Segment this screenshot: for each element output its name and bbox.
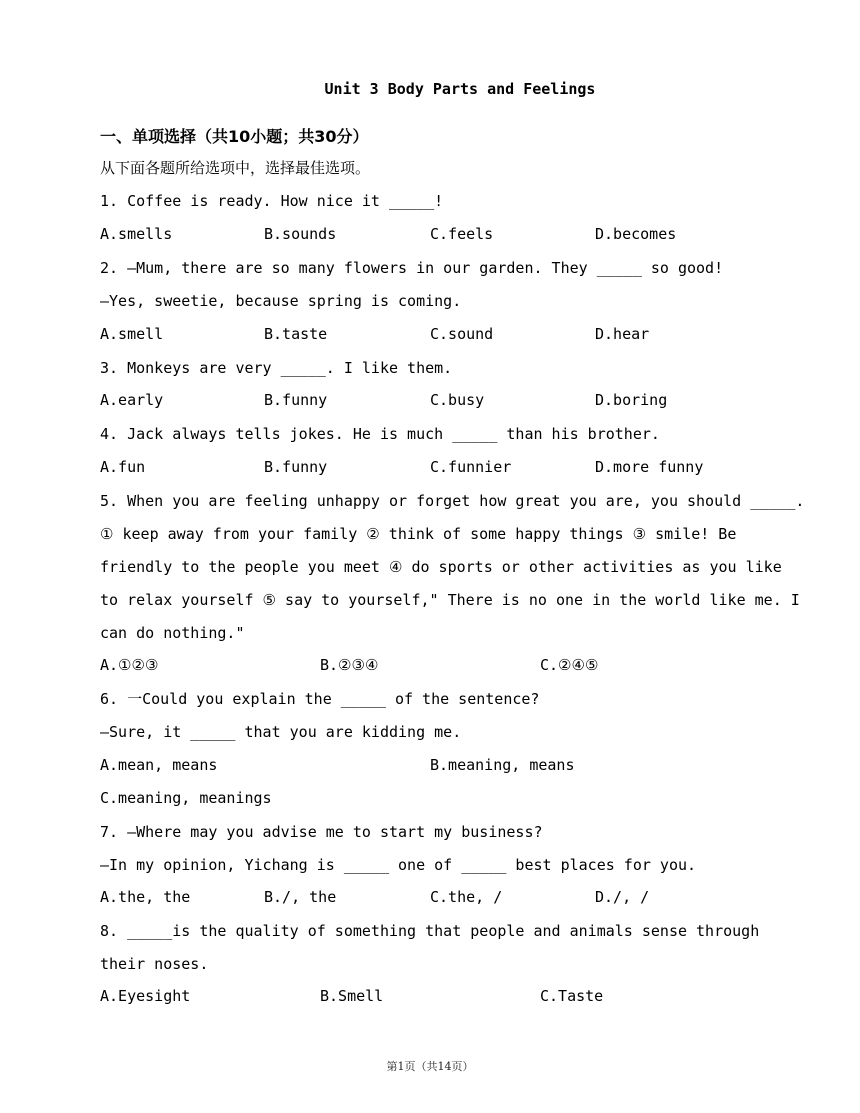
q3-option-a[interactable]: A.early [100,391,164,409]
q3-option-d[interactable]: D.boring [595,391,668,409]
question-5-line-1: 5. When you are feeling unhappy or forget how great you are, you should _____. [100,492,805,510]
page-title: Unit 3 Body Parts and Feelings [324,80,596,98]
question-5-line-4: to relax yourself ⑤ say to yourself," There is no one in the world like me. I [100,591,800,609]
q2-option-d[interactable]: D.hear [595,325,650,343]
q6-option-b[interactable]: B.meaning, means [430,756,575,774]
question-2-reply: —Yes, sweetie, because spring is coming. [100,292,462,310]
section-heading: 一、单项选择（共10小题；共30分） [100,127,369,146]
q6-option-c[interactable]: C.meaning, meanings [100,789,272,807]
instruction-text: 从下面各题所给选项中，选择最佳选项。 [100,159,371,177]
question-5-line-2: ① keep away from your family ② think of some happy things ③ smile! Be [100,525,737,543]
q8-option-a[interactable]: A.Eyesight [100,987,191,1005]
q4-option-a[interactable]: A.fun [100,458,146,476]
question-1-stem: 1. Coffee is ready. How nice it _____! [100,192,444,210]
q1-option-b[interactable]: B.sounds [264,225,337,243]
q5-option-c[interactable]: C.②④⑤ [540,656,599,674]
question-7-stem: 7. —Where may you advise me to start my business? [100,823,543,841]
q3-option-b[interactable]: B.funny [264,391,328,409]
q4-option-c[interactable]: C.funnier [430,458,512,476]
page-footer: 第1页（共14页） [386,1060,474,1073]
q7-option-c[interactable]: C.the, / [430,888,503,906]
question-6-reply: —Sure, it _____ that you are kidding me. [100,723,462,741]
q6-option-a[interactable]: A.mean, means [100,756,218,774]
question-2-stem: 2. —Mum, there are so many flowers in our garden. They _____ so good! [100,259,724,277]
q1-option-a[interactable]: A.smells [100,225,173,243]
q7-option-b[interactable]: B./, the [264,888,337,906]
q4-option-b[interactable]: B.funny [264,458,328,476]
question-5-line-3: friendly to the people you meet ④ do sports or other activities as you like [100,558,782,576]
q1-option-c[interactable]: C.feels [430,225,494,243]
question-3-stem: 3. Monkeys are very _____. I like them. [100,359,453,377]
question-7-reply: —In my opinion, Yichang is _____ one of _____ best places for you. [100,856,697,874]
question-8-stem: 8. _____is the quality of something that people and animals sense through [100,922,760,940]
q2-option-c[interactable]: C.sound [430,325,494,343]
question-6-stem: 6. 一Could you explain the _____ of the sentence? [100,690,540,708]
q7-option-a[interactable]: A.the, the [100,888,191,906]
q1-option-d[interactable]: D.becomes [595,225,677,243]
q5-option-b[interactable]: B.②③④ [320,656,379,674]
q3-option-c[interactable]: C.busy [430,391,485,409]
q7-option-d[interactable]: D./, / [595,888,650,906]
q5-option-a[interactable]: A.①②③ [100,656,159,674]
q8-option-b[interactable]: B.Smell [320,987,384,1005]
question-8-stem-cont: their noses. [100,955,209,973]
q2-option-a[interactable]: A.smell [100,325,164,343]
q8-option-c[interactable]: C.Taste [540,987,604,1005]
question-4-stem: 4. Jack always tells jokes. He is much _____ than his brother. [100,425,660,443]
q4-option-d[interactable]: D.more funny [595,458,704,476]
q2-option-b[interactable]: B.taste [264,325,328,343]
question-5-line-5: can do nothing." [100,624,245,642]
